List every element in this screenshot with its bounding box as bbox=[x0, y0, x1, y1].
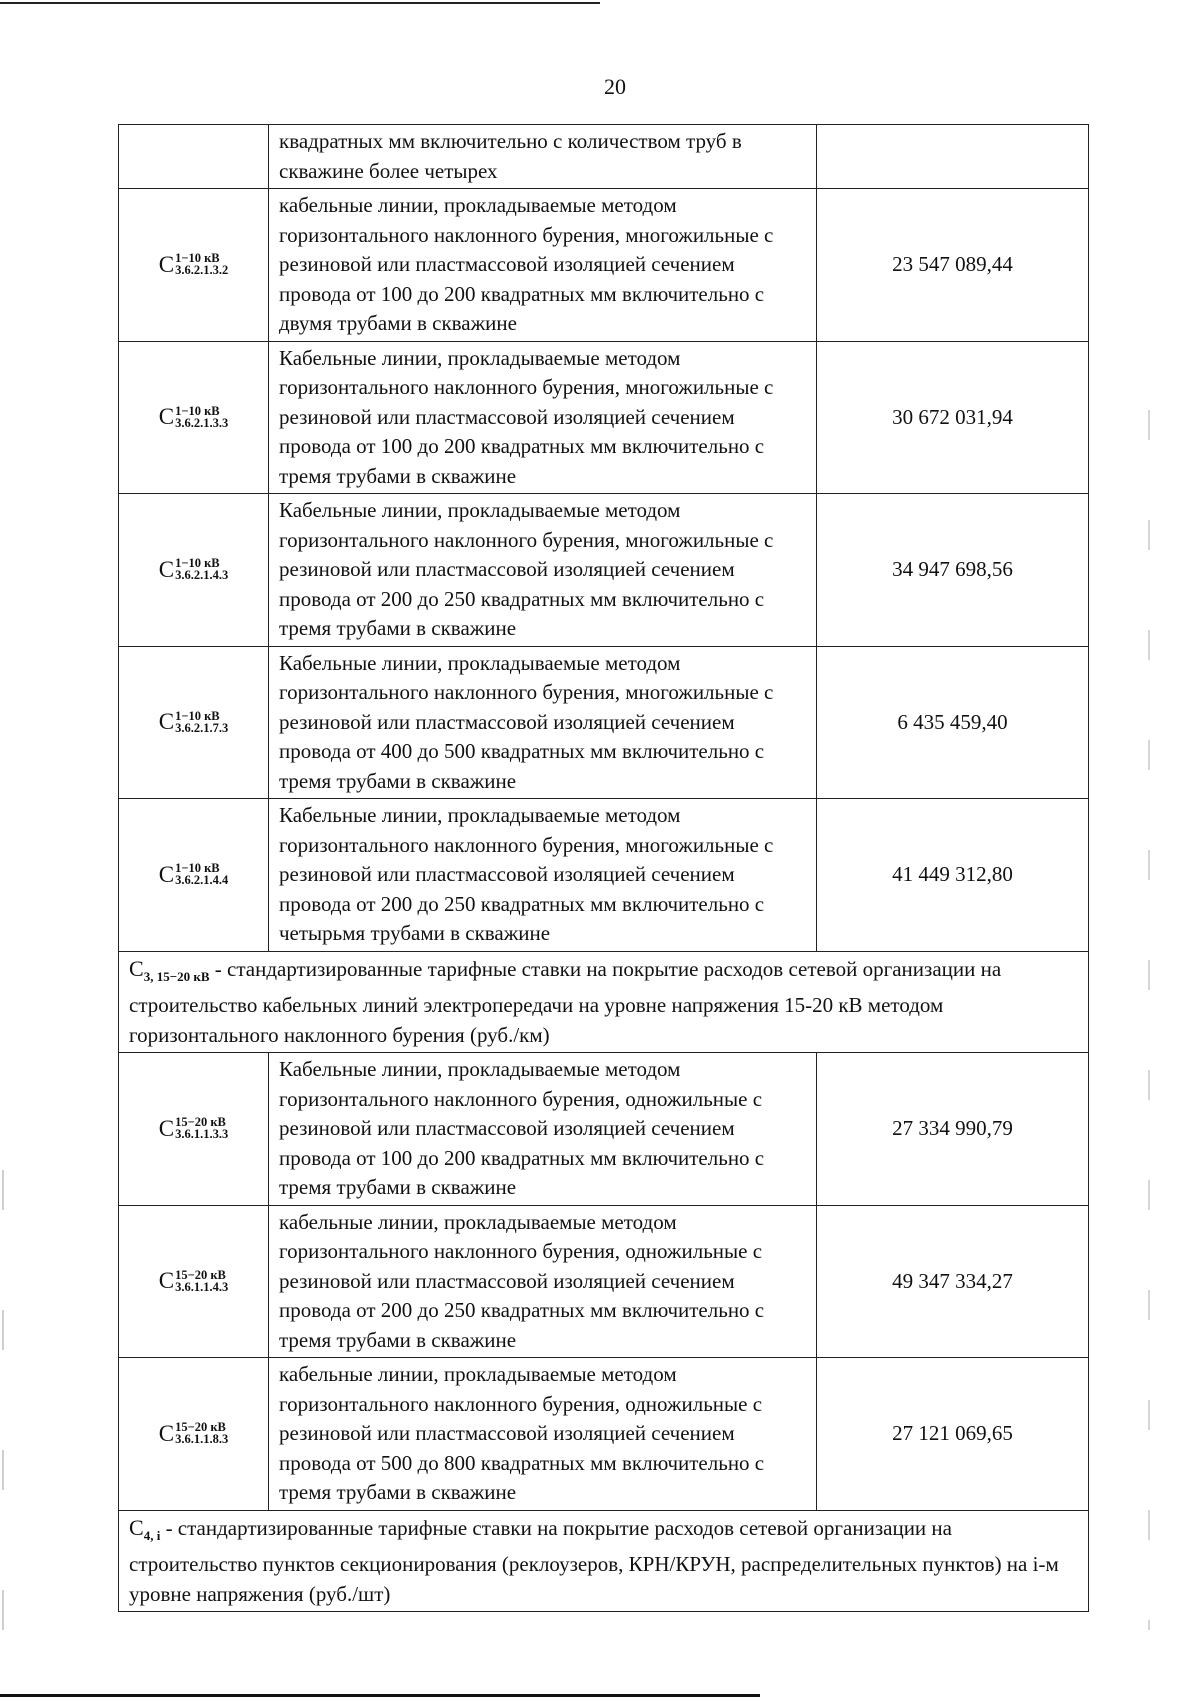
description-cell: квадратных мм включительно с количеством труб в скважине более четырех bbox=[269, 125, 817, 189]
section-text: - стандартизированные тарифные ставки на покрытие расходов сетевой организации на строительство кабельных линий электропередачи на уровне напряжения 15-20 кВ методом горизонтального наклонного бурения (руб./км) bbox=[129, 956, 1002, 1047]
value-cell: 41 449 312,80 bbox=[817, 799, 1089, 952]
section-4-description bbox=[119, 1510, 1089, 1612]
code-cell bbox=[119, 1053, 269, 1206]
section-symbol: C bbox=[129, 955, 144, 981]
description-cell: кабельные линии, прокладываемые методом горизонтального наклонного бурения, многожильные с резиновой или пластмассовой изоляцией сечением провода от 100 до 200 квадратных мм включительно с двумя трубами в скважине bbox=[269, 189, 817, 342]
section-subscript: 4, i bbox=[143, 1527, 161, 1543]
rate-code: C 1−10 кВ 3.6.2.1.4.3 bbox=[158, 556, 229, 583]
table-row bbox=[119, 1358, 1089, 1511]
rate-code: C 1−10 кВ 3.6.2.1.7.3 bbox=[158, 708, 229, 735]
code-cell bbox=[119, 341, 269, 494]
code-cell bbox=[119, 1358, 269, 1511]
top-scan-rule bbox=[0, 2, 600, 4]
value-cell: 49 347 334,27 bbox=[817, 1205, 1089, 1358]
table-row bbox=[119, 494, 1089, 647]
section-3-description bbox=[119, 951, 1089, 1053]
table-row bbox=[119, 646, 1089, 799]
rate-code: C 15−20 кВ 3.6.1.1.8.3 bbox=[158, 1420, 229, 1447]
rate-code: C 1−10 кВ 3.6.2.1.3.3 bbox=[158, 403, 229, 430]
rate-code: C 15−20 кВ 3.6.1.1.3.3 bbox=[158, 1115, 229, 1142]
value-cell: 27 121 069,65 bbox=[817, 1358, 1089, 1511]
value-cell: 23 547 089,44 bbox=[817, 189, 1089, 342]
table-row bbox=[119, 1053, 1089, 1206]
value-cell: 34 947 698,56 bbox=[817, 494, 1089, 647]
description-cell: кабельные линии, прокладываемые методом горизонтального наклонного бурения, одножильные с резиновой или пластмассовой изоляцией сечением провода от 500 до 800 квадратных мм включительно с тремя трубами в скважине bbox=[269, 1358, 817, 1511]
table-row bbox=[119, 125, 1089, 189]
bottom-scan-rule bbox=[0, 1694, 760, 1697]
value-cell: 6 435 459,40 bbox=[817, 646, 1089, 799]
value-cell: 27 334 990,79 bbox=[817, 1053, 1089, 1206]
section-text: - стандартизированные тарифные ставки на покрытие расходов сетевой организации на строительство пунктов секционирования (реклоузеров, КРН/КРУН, распределительных пунктов) на i-м уровне напряжения (руб./шт) bbox=[129, 1515, 1059, 1606]
table-row bbox=[119, 341, 1089, 494]
rate-code: C 1−10 кВ 3.6.2.1.3.2 bbox=[158, 251, 229, 278]
code-cell bbox=[119, 799, 269, 952]
section-symbol: C bbox=[129, 1514, 144, 1540]
scan-edge-marks bbox=[1148, 410, 1150, 1630]
tariff-table bbox=[118, 124, 1089, 1612]
description-cell: Кабельные линии, прокладываемые методом горизонтального наклонного бурения, многожильные с резиновой или пластмассовой изоляцией сечением провода от 400 до 500 квадратных мм включительно с тремя трубами в скважине bbox=[269, 646, 817, 799]
description-cell: Кабельные линии, прокладываемые методом горизонтального наклонного бурения, многожильные с резиновой или пластмассовой изоляцией сечением провода от 200 до 250 квадратных мм включительно с тремя трубами в скважине bbox=[269, 494, 817, 647]
description-cell: Кабельные линии, прокладываемые методом горизонтального наклонного бурения, многожильные с резиновой или пластмассовой изоляцией сечением провода от 100 до 200 квадратных мм включительно с тремя трубами в скважине bbox=[269, 341, 817, 494]
table-row bbox=[119, 1205, 1089, 1358]
code-cell bbox=[119, 494, 269, 647]
section-subscript: 3, 15−20 кВ bbox=[143, 968, 210, 984]
code-cell bbox=[119, 1205, 269, 1358]
code-cell bbox=[119, 189, 269, 342]
table-row bbox=[119, 189, 1089, 342]
section-row bbox=[119, 1510, 1089, 1612]
code-cell bbox=[119, 646, 269, 799]
scan-edge-marks bbox=[2, 1170, 4, 1630]
rate-code: C 1−10 кВ 3.6.2.1.4.4 bbox=[158, 861, 229, 888]
description-cell: кабельные линии, прокладываемые методом горизонтального наклонного бурения, одножильные с резиновой или пластмассовой изоляцией сечением провода от 200 до 250 квадратных мм включительно с тремя трубами в скважине bbox=[269, 1205, 817, 1358]
value-cell: 30 672 031,94 bbox=[817, 341, 1089, 494]
code-cell bbox=[119, 125, 269, 189]
description-cell: Кабельные линии, прокладываемые методом горизонтального наклонного бурения, одножильные с резиновой или пластмассовой изоляцией сечением провода от 100 до 200 квадратных мм включительно с тремя трубами в скважине bbox=[269, 1053, 817, 1206]
value-cell bbox=[817, 125, 1089, 189]
page-number: 20 bbox=[604, 74, 626, 99]
section-row bbox=[119, 951, 1089, 1053]
rate-code: C 15−20 кВ 3.6.1.1.4.3 bbox=[158, 1267, 229, 1294]
description-cell: Кабельные линии, прокладываемые методом горизонтального наклонного бурения, многожильные с резиновой или пластмассовой изоляцией сечением провода от 200 до 250 квадратных мм включительно с четырьмя трубами в скважине bbox=[269, 799, 817, 952]
table-row bbox=[119, 799, 1089, 952]
